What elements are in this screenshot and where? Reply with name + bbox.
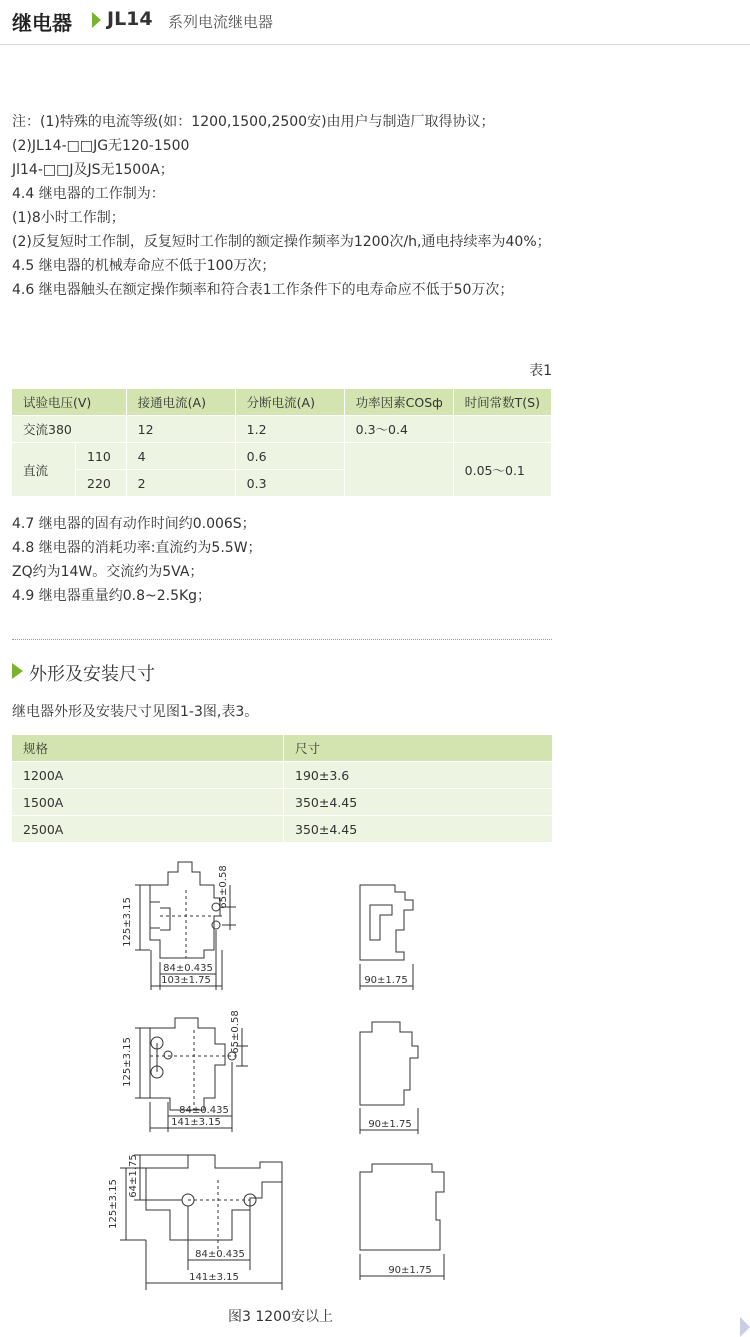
note-line: (2)反复短时工作制，反复短时工作制的额定操作频率为1200次/h,通电持续率为40%； (12, 234, 551, 250)
table-cell: 350±4.45 (284, 789, 553, 816)
table-row (12, 416, 552, 443)
dim-label: 84±0.435 (163, 963, 213, 974)
header-series: 系列电流继电器 (168, 13, 274, 31)
table-row (12, 816, 552, 843)
property-list (12, 512, 262, 608)
table-cell: 1500A (12, 789, 284, 816)
drawing-3-side (360, 1164, 444, 1280)
dim-label: 125±3.15 (122, 1037, 133, 1087)
dim-label: 65±0.58 (218, 865, 229, 909)
dim-label: 84±0.435 (195, 1249, 245, 1260)
note-line: 注：(1)特殊的电流等级(如：1200,1500,2500安)由用户与制造厂取得协议； (12, 114, 495, 130)
note-line: (2)JL14-□□JG无120-1500 (12, 138, 190, 154)
table-cell: 0.3～0.4 (344, 416, 453, 443)
table-cell: 4 (126, 443, 235, 470)
property-line: 4.7 继电器的固有动作时间约0.006S； (12, 516, 256, 532)
table-cell (344, 443, 453, 497)
table-row (12, 762, 552, 789)
note-line: (1)8小时工作制； (12, 210, 125, 226)
spec-notes (12, 110, 557, 302)
table-cell: 直流 (12, 443, 76, 497)
table-cell: 1200A (12, 762, 284, 789)
dim-label: 103±1.75 (161, 975, 211, 986)
table-row (12, 789, 552, 816)
property-line: 4.9 继电器重量约0.8~2.5Kg； (12, 588, 212, 604)
table-cell: 110 (76, 443, 127, 470)
section-arrow-icon (12, 663, 23, 679)
section-description: 继电器外形及安装尺寸见图1-3图,表3。 (12, 704, 259, 720)
table-header-cell: 试验电压(V) (12, 389, 126, 416)
dim-label: 90±1.75 (364, 975, 408, 986)
dimension-drawings (0, 850, 750, 1300)
table1-caption: 表1 (529, 363, 552, 379)
property-line: 4.8 继电器的消耗功率:直流约为5.5W； (12, 540, 262, 556)
note-line: 4.6 继电器触头在额定操作频率和符合表1工作条件下的电寿命应不低于50万次； (12, 282, 514, 298)
table-cell: 2500A (12, 816, 284, 843)
table-header-cell: 接通电流(A) (126, 389, 235, 416)
header-brand: 继电器 (12, 11, 72, 35)
table-header-cell: 功率因素COSф (344, 389, 453, 416)
table-cell: 0.3 (235, 470, 344, 497)
dim-label: 141±3.15 (171, 1117, 221, 1128)
table-header-cell: 时间常数T(S) (453, 389, 551, 416)
table-cell: 220 (76, 470, 127, 497)
drawing-2-side (360, 1022, 418, 1134)
table-cell: 交流380 (12, 416, 126, 443)
page-header (0, 0, 750, 45)
dim-label: 64±1.75 (128, 1154, 139, 1198)
test-conditions-table (12, 389, 552, 496)
table-cell: 0.05～0.1 (453, 443, 551, 497)
scroll-corner-icon (740, 1317, 750, 1337)
note-line: 4.4 继电器的工作制为： (12, 186, 165, 202)
header-model: JL14 (107, 8, 153, 30)
table-header-row (12, 389, 552, 416)
table-cell: 350±4.45 (284, 816, 553, 843)
table-cell (453, 416, 551, 443)
table-header-cell: 规格 (12, 735, 284, 762)
table-row (12, 443, 552, 470)
property-line: ZQ约为14W。交流约为5VA； (12, 564, 204, 580)
dim-label: 90±1.75 (388, 1265, 432, 1276)
table-cell: 190±3.6 (284, 762, 553, 789)
table-header-row (12, 735, 552, 762)
dim-label: 65±0.58 (230, 1010, 241, 1054)
note-line: 4.5 继电器的机械寿命应不低于100万次； (12, 258, 276, 274)
drawing-3-front (120, 1155, 282, 1290)
table-header-cell: 分断电流(A) (235, 389, 344, 416)
dimension-table (12, 735, 552, 842)
dim-label: 141±3.15 (189, 1272, 239, 1283)
table-header-cell: 尺寸 (284, 735, 553, 762)
table-cell: 2 (126, 470, 235, 497)
table-cell: 0.6 (235, 443, 344, 470)
figure-caption: 图3 1200安以上 (228, 1309, 333, 1325)
dotted-divider (12, 639, 552, 640)
dim-label: 125±3.15 (122, 897, 133, 947)
dim-label: 84±0.435 (179, 1105, 229, 1116)
header-arrow-icon (92, 12, 101, 28)
dim-label: 125±3.15 (108, 1179, 119, 1229)
section-title: 外形及安装尺寸 (29, 664, 155, 685)
dim-label: 90±1.75 (368, 1119, 412, 1130)
table-cell: 12 (126, 416, 235, 443)
table-cell: 1.2 (235, 416, 344, 443)
note-line: Jl14-□□J及JS无1500A； (12, 162, 174, 178)
